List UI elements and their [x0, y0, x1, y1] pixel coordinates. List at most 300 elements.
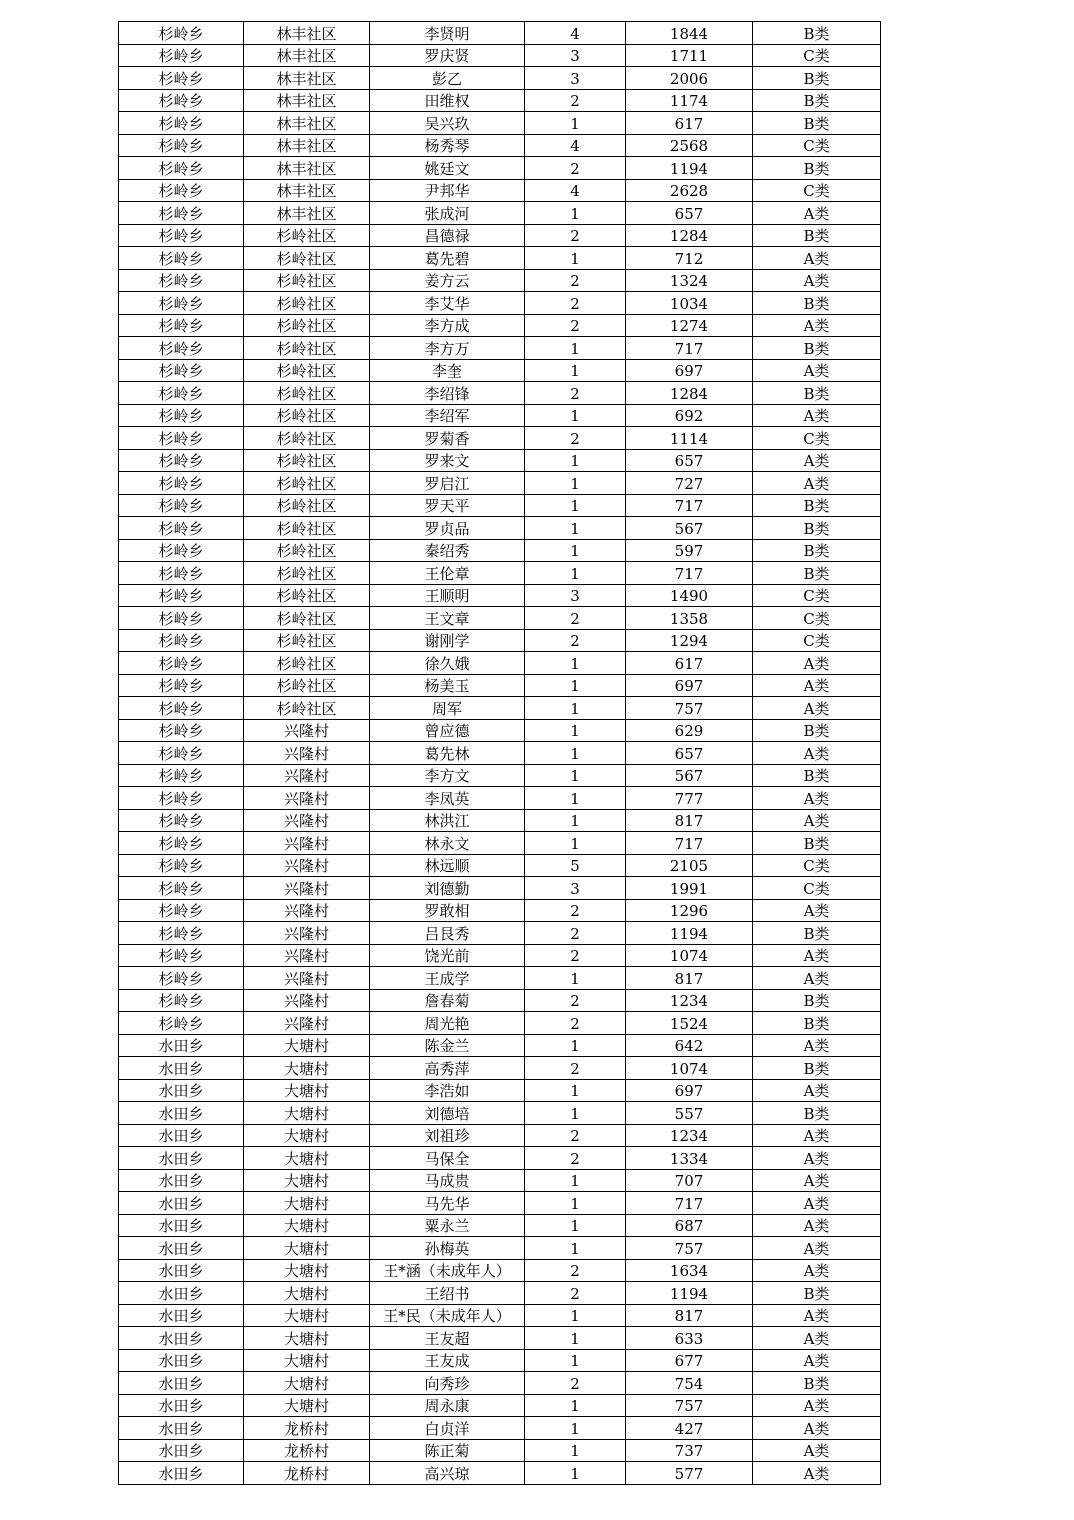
name-cell: 李方文	[370, 764, 525, 787]
household-size-cell: 1	[525, 247, 626, 270]
community-cell: 杉岭社区	[244, 269, 370, 292]
household-size-cell: 2	[525, 314, 626, 337]
community-cell: 兴隆村	[244, 832, 370, 855]
community-cell: 大塘村	[244, 1349, 370, 1372]
household-size-cell: 1	[525, 967, 626, 990]
household-size-cell: 1	[525, 449, 626, 472]
township-cell: 水田乡	[119, 1124, 244, 1147]
amount-cell: 817	[626, 967, 753, 990]
township-cell: 水田乡	[119, 1147, 244, 1170]
category-cell: A类	[753, 1439, 881, 1462]
amount-cell: 1634	[626, 1259, 753, 1282]
category-cell: C类	[753, 44, 881, 67]
amount-cell: 2105	[626, 854, 753, 877]
township-cell: 杉岭乡	[119, 449, 244, 472]
community-cell: 兴隆村	[244, 877, 370, 900]
township-cell: 杉岭乡	[119, 382, 244, 405]
household-size-cell: 1	[525, 787, 626, 810]
household-size-cell: 1	[525, 202, 626, 225]
community-cell: 兴隆村	[244, 967, 370, 990]
township-cell: 杉岭乡	[119, 1012, 244, 1035]
township-cell: 杉岭乡	[119, 224, 244, 247]
category-cell: C类	[753, 584, 881, 607]
township-cell: 杉岭乡	[119, 899, 244, 922]
table-row	[119, 584, 881, 607]
category-cell: A类	[753, 944, 881, 967]
category-cell: C类	[753, 427, 881, 450]
name-cell: 马先华	[370, 1192, 525, 1215]
name-cell: 林永文	[370, 832, 525, 855]
household-size-cell: 1	[525, 1349, 626, 1372]
amount-cell: 1034	[626, 292, 753, 315]
township-cell: 杉岭乡	[119, 44, 244, 67]
township-cell: 水田乡	[119, 1102, 244, 1125]
category-cell: B类	[753, 337, 881, 360]
amount-cell: 617	[626, 112, 753, 135]
name-cell: 李凤英	[370, 787, 525, 810]
name-cell: 周永康	[370, 1394, 525, 1417]
category-cell: B类	[753, 89, 881, 112]
name-cell: 罗菊香	[370, 427, 525, 450]
township-cell: 水田乡	[119, 1237, 244, 1260]
household-size-cell: 1	[525, 697, 626, 720]
table-row	[119, 1169, 881, 1192]
community-cell: 林丰社区	[244, 89, 370, 112]
community-cell: 大塘村	[244, 1147, 370, 1170]
amount-cell: 1358	[626, 607, 753, 630]
amount-cell: 1711	[626, 44, 753, 67]
household-size-cell: 1	[525, 1034, 626, 1057]
township-cell: 水田乡	[119, 1192, 244, 1215]
amount-cell: 2568	[626, 134, 753, 157]
community-cell: 杉岭社区	[244, 224, 370, 247]
township-cell: 杉岭乡	[119, 764, 244, 787]
name-cell: 王友成	[370, 1349, 525, 1372]
name-cell: 孙梅英	[370, 1237, 525, 1260]
amount-cell: 697	[626, 359, 753, 382]
household-size-cell: 2	[525, 427, 626, 450]
name-cell: 李方成	[370, 314, 525, 337]
name-cell: 吕艮秀	[370, 922, 525, 945]
amount-cell: 717	[626, 562, 753, 585]
amount-cell: 817	[626, 809, 753, 832]
category-cell: C类	[753, 854, 881, 877]
category-cell: A类	[753, 1417, 881, 1440]
category-cell: A类	[753, 1394, 881, 1417]
category-cell: B类	[753, 157, 881, 180]
name-cell: 王*民（未成年人）	[370, 1304, 525, 1327]
data-table	[118, 21, 881, 1485]
amount-cell: 657	[626, 202, 753, 225]
name-cell: 刘祖珍	[370, 1124, 525, 1147]
category-cell: B类	[753, 224, 881, 247]
household-size-cell: 1	[525, 1079, 626, 1102]
table-row	[119, 292, 881, 315]
name-cell: 向秀珍	[370, 1372, 525, 1395]
category-cell: B类	[753, 764, 881, 787]
category-cell: A类	[753, 697, 881, 720]
community-cell: 大塘村	[244, 1304, 370, 1327]
table-row	[119, 539, 881, 562]
community-cell: 林丰社区	[244, 112, 370, 135]
table-row	[119, 404, 881, 427]
township-cell: 杉岭乡	[119, 427, 244, 450]
amount-cell: 1294	[626, 629, 753, 652]
community-cell: 杉岭社区	[244, 427, 370, 450]
amount-cell: 754	[626, 1372, 753, 1395]
amount-cell: 577	[626, 1462, 753, 1485]
category-cell: A类	[753, 1462, 881, 1485]
category-cell: B类	[753, 1102, 881, 1125]
category-cell: A类	[753, 1079, 881, 1102]
category-cell: B类	[753, 1372, 881, 1395]
table-row	[119, 742, 881, 765]
name-cell: 葛先林	[370, 742, 525, 765]
name-cell: 葛先碧	[370, 247, 525, 270]
category-cell: A类	[753, 269, 881, 292]
household-size-cell: 3	[525, 877, 626, 900]
community-cell: 林丰社区	[244, 22, 370, 45]
township-cell: 杉岭乡	[119, 337, 244, 360]
amount-cell: 697	[626, 674, 753, 697]
township-cell: 水田乡	[119, 1349, 244, 1372]
name-cell: 杨秀琴	[370, 134, 525, 157]
township-cell: 杉岭乡	[119, 697, 244, 720]
name-cell: 彭乙	[370, 67, 525, 90]
category-cell: C类	[753, 629, 881, 652]
name-cell: 王友超	[370, 1327, 525, 1350]
name-cell: 马保全	[370, 1147, 525, 1170]
household-size-cell: 1	[525, 404, 626, 427]
table-row	[119, 472, 881, 495]
name-cell: 王伦章	[370, 562, 525, 585]
name-cell: 高秀萍	[370, 1057, 525, 1080]
name-cell: 秦绍秀	[370, 539, 525, 562]
household-size-cell: 3	[525, 584, 626, 607]
township-cell: 水田乡	[119, 1034, 244, 1057]
household-size-cell: 4	[525, 134, 626, 157]
household-size-cell: 1	[525, 742, 626, 765]
name-cell: 白贞洋	[370, 1417, 525, 1440]
township-cell: 水田乡	[119, 1079, 244, 1102]
community-cell: 杉岭社区	[244, 562, 370, 585]
amount-cell: 1284	[626, 224, 753, 247]
table-row	[119, 202, 881, 225]
township-cell: 杉岭乡	[119, 967, 244, 990]
township-cell: 杉岭乡	[119, 742, 244, 765]
community-cell: 大塘村	[244, 1102, 370, 1125]
amount-cell: 1274	[626, 314, 753, 337]
table-row	[119, 224, 881, 247]
table-row	[119, 1462, 881, 1485]
community-cell: 林丰社区	[244, 202, 370, 225]
household-size-cell: 4	[525, 22, 626, 45]
household-size-cell: 2	[525, 157, 626, 180]
table-row	[119, 1394, 881, 1417]
table-row	[119, 1304, 881, 1327]
amount-cell: 717	[626, 337, 753, 360]
community-cell: 兴隆村	[244, 854, 370, 877]
category-cell: A类	[753, 809, 881, 832]
name-cell: 林洪江	[370, 809, 525, 832]
township-cell: 水田乡	[119, 1372, 244, 1395]
amount-cell: 617	[626, 652, 753, 675]
community-cell: 大塘村	[244, 1259, 370, 1282]
community-cell: 杉岭社区	[244, 449, 370, 472]
name-cell: 姜方云	[370, 269, 525, 292]
table-row	[119, 899, 881, 922]
household-size-cell: 1	[525, 1304, 626, 1327]
table-body	[119, 22, 881, 1485]
community-cell: 杉岭社区	[244, 517, 370, 540]
category-cell: A类	[753, 967, 881, 990]
household-size-cell: 2	[525, 224, 626, 247]
household-size-cell: 1	[525, 539, 626, 562]
community-cell: 大塘村	[244, 1192, 370, 1215]
category-cell: B类	[753, 1057, 881, 1080]
category-cell: B类	[753, 832, 881, 855]
name-cell: 王*涵（未成年人）	[370, 1259, 525, 1282]
household-size-cell: 1	[525, 764, 626, 787]
household-size-cell: 2	[525, 1147, 626, 1170]
table-row	[119, 1034, 881, 1057]
township-cell: 杉岭乡	[119, 247, 244, 270]
table-row	[119, 629, 881, 652]
household-size-cell: 1	[525, 1439, 626, 1462]
township-cell: 杉岭乡	[119, 539, 244, 562]
community-cell: 龙桥村	[244, 1462, 370, 1485]
amount-cell: 707	[626, 1169, 753, 1192]
table-row	[119, 1124, 881, 1147]
community-cell: 大塘村	[244, 1214, 370, 1237]
category-cell: B类	[753, 1012, 881, 1035]
township-cell: 杉岭乡	[119, 404, 244, 427]
community-cell: 杉岭社区	[244, 404, 370, 427]
township-cell: 水田乡	[119, 1462, 244, 1485]
table-row	[119, 1102, 881, 1125]
amount-cell: 1991	[626, 877, 753, 900]
amount-cell: 1194	[626, 1282, 753, 1305]
township-cell: 杉岭乡	[119, 517, 244, 540]
amount-cell: 757	[626, 1237, 753, 1260]
table-row	[119, 787, 881, 810]
name-cell: 李方万	[370, 337, 525, 360]
amount-cell: 717	[626, 494, 753, 517]
table-row	[119, 247, 881, 270]
table-row	[119, 607, 881, 630]
community-cell: 大塘村	[244, 1034, 370, 1057]
table-row	[119, 517, 881, 540]
amount-cell: 1174	[626, 89, 753, 112]
table-row	[119, 427, 881, 450]
name-cell: 粟永兰	[370, 1214, 525, 1237]
household-size-cell: 5	[525, 854, 626, 877]
name-cell: 姚廷文	[370, 157, 525, 180]
name-cell: 刘德勤	[370, 877, 525, 900]
community-cell: 杉岭社区	[244, 539, 370, 562]
amount-cell: 717	[626, 832, 753, 855]
household-size-cell: 1	[525, 1169, 626, 1192]
name-cell: 吴兴玖	[370, 112, 525, 135]
table-row	[119, 989, 881, 1012]
category-cell: B类	[753, 517, 881, 540]
household-size-cell: 2	[525, 1057, 626, 1080]
household-size-cell: 2	[525, 1124, 626, 1147]
amount-cell: 1234	[626, 1124, 753, 1147]
name-cell: 王绍书	[370, 1282, 525, 1305]
category-cell: A类	[753, 247, 881, 270]
table-row	[119, 112, 881, 135]
table-row	[119, 449, 881, 472]
category-cell: A类	[753, 652, 881, 675]
category-cell: B类	[753, 922, 881, 945]
household-size-cell: 1	[525, 674, 626, 697]
township-cell: 杉岭乡	[119, 494, 244, 517]
community-cell: 兴隆村	[244, 742, 370, 765]
community-cell: 杉岭社区	[244, 629, 370, 652]
amount-cell: 1074	[626, 944, 753, 967]
amount-cell: 737	[626, 1439, 753, 1462]
table-row	[119, 967, 881, 990]
amount-cell: 1844	[626, 22, 753, 45]
name-cell: 罗庆贤	[370, 44, 525, 67]
name-cell: 罗来文	[370, 449, 525, 472]
household-size-cell: 1	[525, 1214, 626, 1237]
household-size-cell: 1	[525, 1417, 626, 1440]
category-cell: B类	[753, 112, 881, 135]
table-row	[119, 652, 881, 675]
category-cell: A类	[753, 472, 881, 495]
community-cell: 杉岭社区	[244, 607, 370, 630]
name-cell: 王顺明	[370, 584, 525, 607]
household-size-cell: 2	[525, 899, 626, 922]
name-cell: 李贤明	[370, 22, 525, 45]
household-size-cell: 2	[525, 269, 626, 292]
name-cell: 王文章	[370, 607, 525, 630]
community-cell: 林丰社区	[244, 179, 370, 202]
name-cell: 高兴琼	[370, 1462, 525, 1485]
community-cell: 大塘村	[244, 1057, 370, 1080]
table-row	[119, 134, 881, 157]
category-cell: A类	[753, 1192, 881, 1215]
township-cell: 水田乡	[119, 1327, 244, 1350]
table-row	[119, 1259, 881, 1282]
table-row	[119, 674, 881, 697]
community-cell: 兴隆村	[244, 899, 370, 922]
table-row	[119, 1192, 881, 1215]
township-cell: 水田乡	[119, 1057, 244, 1080]
community-cell: 龙桥村	[244, 1417, 370, 1440]
category-cell: C类	[753, 877, 881, 900]
household-size-cell: 2	[525, 1012, 626, 1035]
category-cell: B类	[753, 22, 881, 45]
township-cell: 水田乡	[119, 1169, 244, 1192]
household-size-cell: 1	[525, 112, 626, 135]
township-cell: 杉岭乡	[119, 22, 244, 45]
amount-cell: 687	[626, 1214, 753, 1237]
table-row	[119, 157, 881, 180]
household-size-cell: 1	[525, 1327, 626, 1350]
table-row	[119, 22, 881, 45]
community-cell: 大塘村	[244, 1124, 370, 1147]
name-cell: 刘德培	[370, 1102, 525, 1125]
amount-cell: 717	[626, 1192, 753, 1215]
table-row	[119, 382, 881, 405]
amount-cell: 712	[626, 247, 753, 270]
table-row	[119, 922, 881, 945]
category-cell: B类	[753, 67, 881, 90]
township-cell: 杉岭乡	[119, 134, 244, 157]
category-cell: C类	[753, 607, 881, 630]
township-cell: 杉岭乡	[119, 292, 244, 315]
household-size-cell: 3	[525, 67, 626, 90]
township-cell: 杉岭乡	[119, 787, 244, 810]
table-row	[119, 719, 881, 742]
category-cell: C类	[753, 134, 881, 157]
township-cell: 杉岭乡	[119, 472, 244, 495]
category-cell: A类	[753, 1214, 881, 1237]
community-cell: 大塘村	[244, 1394, 370, 1417]
category-cell: B类	[753, 494, 881, 517]
household-size-cell: 2	[525, 1372, 626, 1395]
community-cell: 兴隆村	[244, 719, 370, 742]
township-cell: 杉岭乡	[119, 877, 244, 900]
amount-cell: 1334	[626, 1147, 753, 1170]
township-cell: 杉岭乡	[119, 359, 244, 382]
category-cell: A类	[753, 1147, 881, 1170]
category-cell: A类	[753, 674, 881, 697]
table-row	[119, 1349, 881, 1372]
community-cell: 兴隆村	[244, 922, 370, 945]
amount-cell: 1324	[626, 269, 753, 292]
household-size-cell: 2	[525, 382, 626, 405]
household-size-cell: 1	[525, 337, 626, 360]
name-cell: 周光艳	[370, 1012, 525, 1035]
household-size-cell: 2	[525, 292, 626, 315]
category-cell: A类	[753, 1327, 881, 1350]
township-cell: 水田乡	[119, 1214, 244, 1237]
township-cell: 水田乡	[119, 1304, 244, 1327]
category-cell: A类	[753, 899, 881, 922]
category-cell: A类	[753, 1034, 881, 1057]
community-cell: 大塘村	[244, 1282, 370, 1305]
name-cell: 罗敢相	[370, 899, 525, 922]
name-cell: 罗启江	[370, 472, 525, 495]
table-row	[119, 337, 881, 360]
household-size-cell: 2	[525, 607, 626, 630]
name-cell: 饶光前	[370, 944, 525, 967]
amount-cell: 757	[626, 1394, 753, 1417]
community-cell: 兴隆村	[244, 944, 370, 967]
table-row	[119, 697, 881, 720]
table-row	[119, 89, 881, 112]
amount-cell: 657	[626, 742, 753, 765]
township-cell: 杉岭乡	[119, 809, 244, 832]
household-size-cell: 1	[525, 494, 626, 517]
township-cell: 杉岭乡	[119, 157, 244, 180]
household-size-cell: 1	[525, 1192, 626, 1215]
township-cell: 杉岭乡	[119, 584, 244, 607]
category-cell: A类	[753, 787, 881, 810]
household-size-cell: 1	[525, 562, 626, 585]
category-cell: A类	[753, 1349, 881, 1372]
household-size-cell: 2	[525, 1259, 626, 1282]
household-size-cell: 1	[525, 359, 626, 382]
amount-cell: 1284	[626, 382, 753, 405]
table-row	[119, 1439, 881, 1462]
name-cell: 陈正菊	[370, 1439, 525, 1462]
table-row	[119, 1012, 881, 1035]
